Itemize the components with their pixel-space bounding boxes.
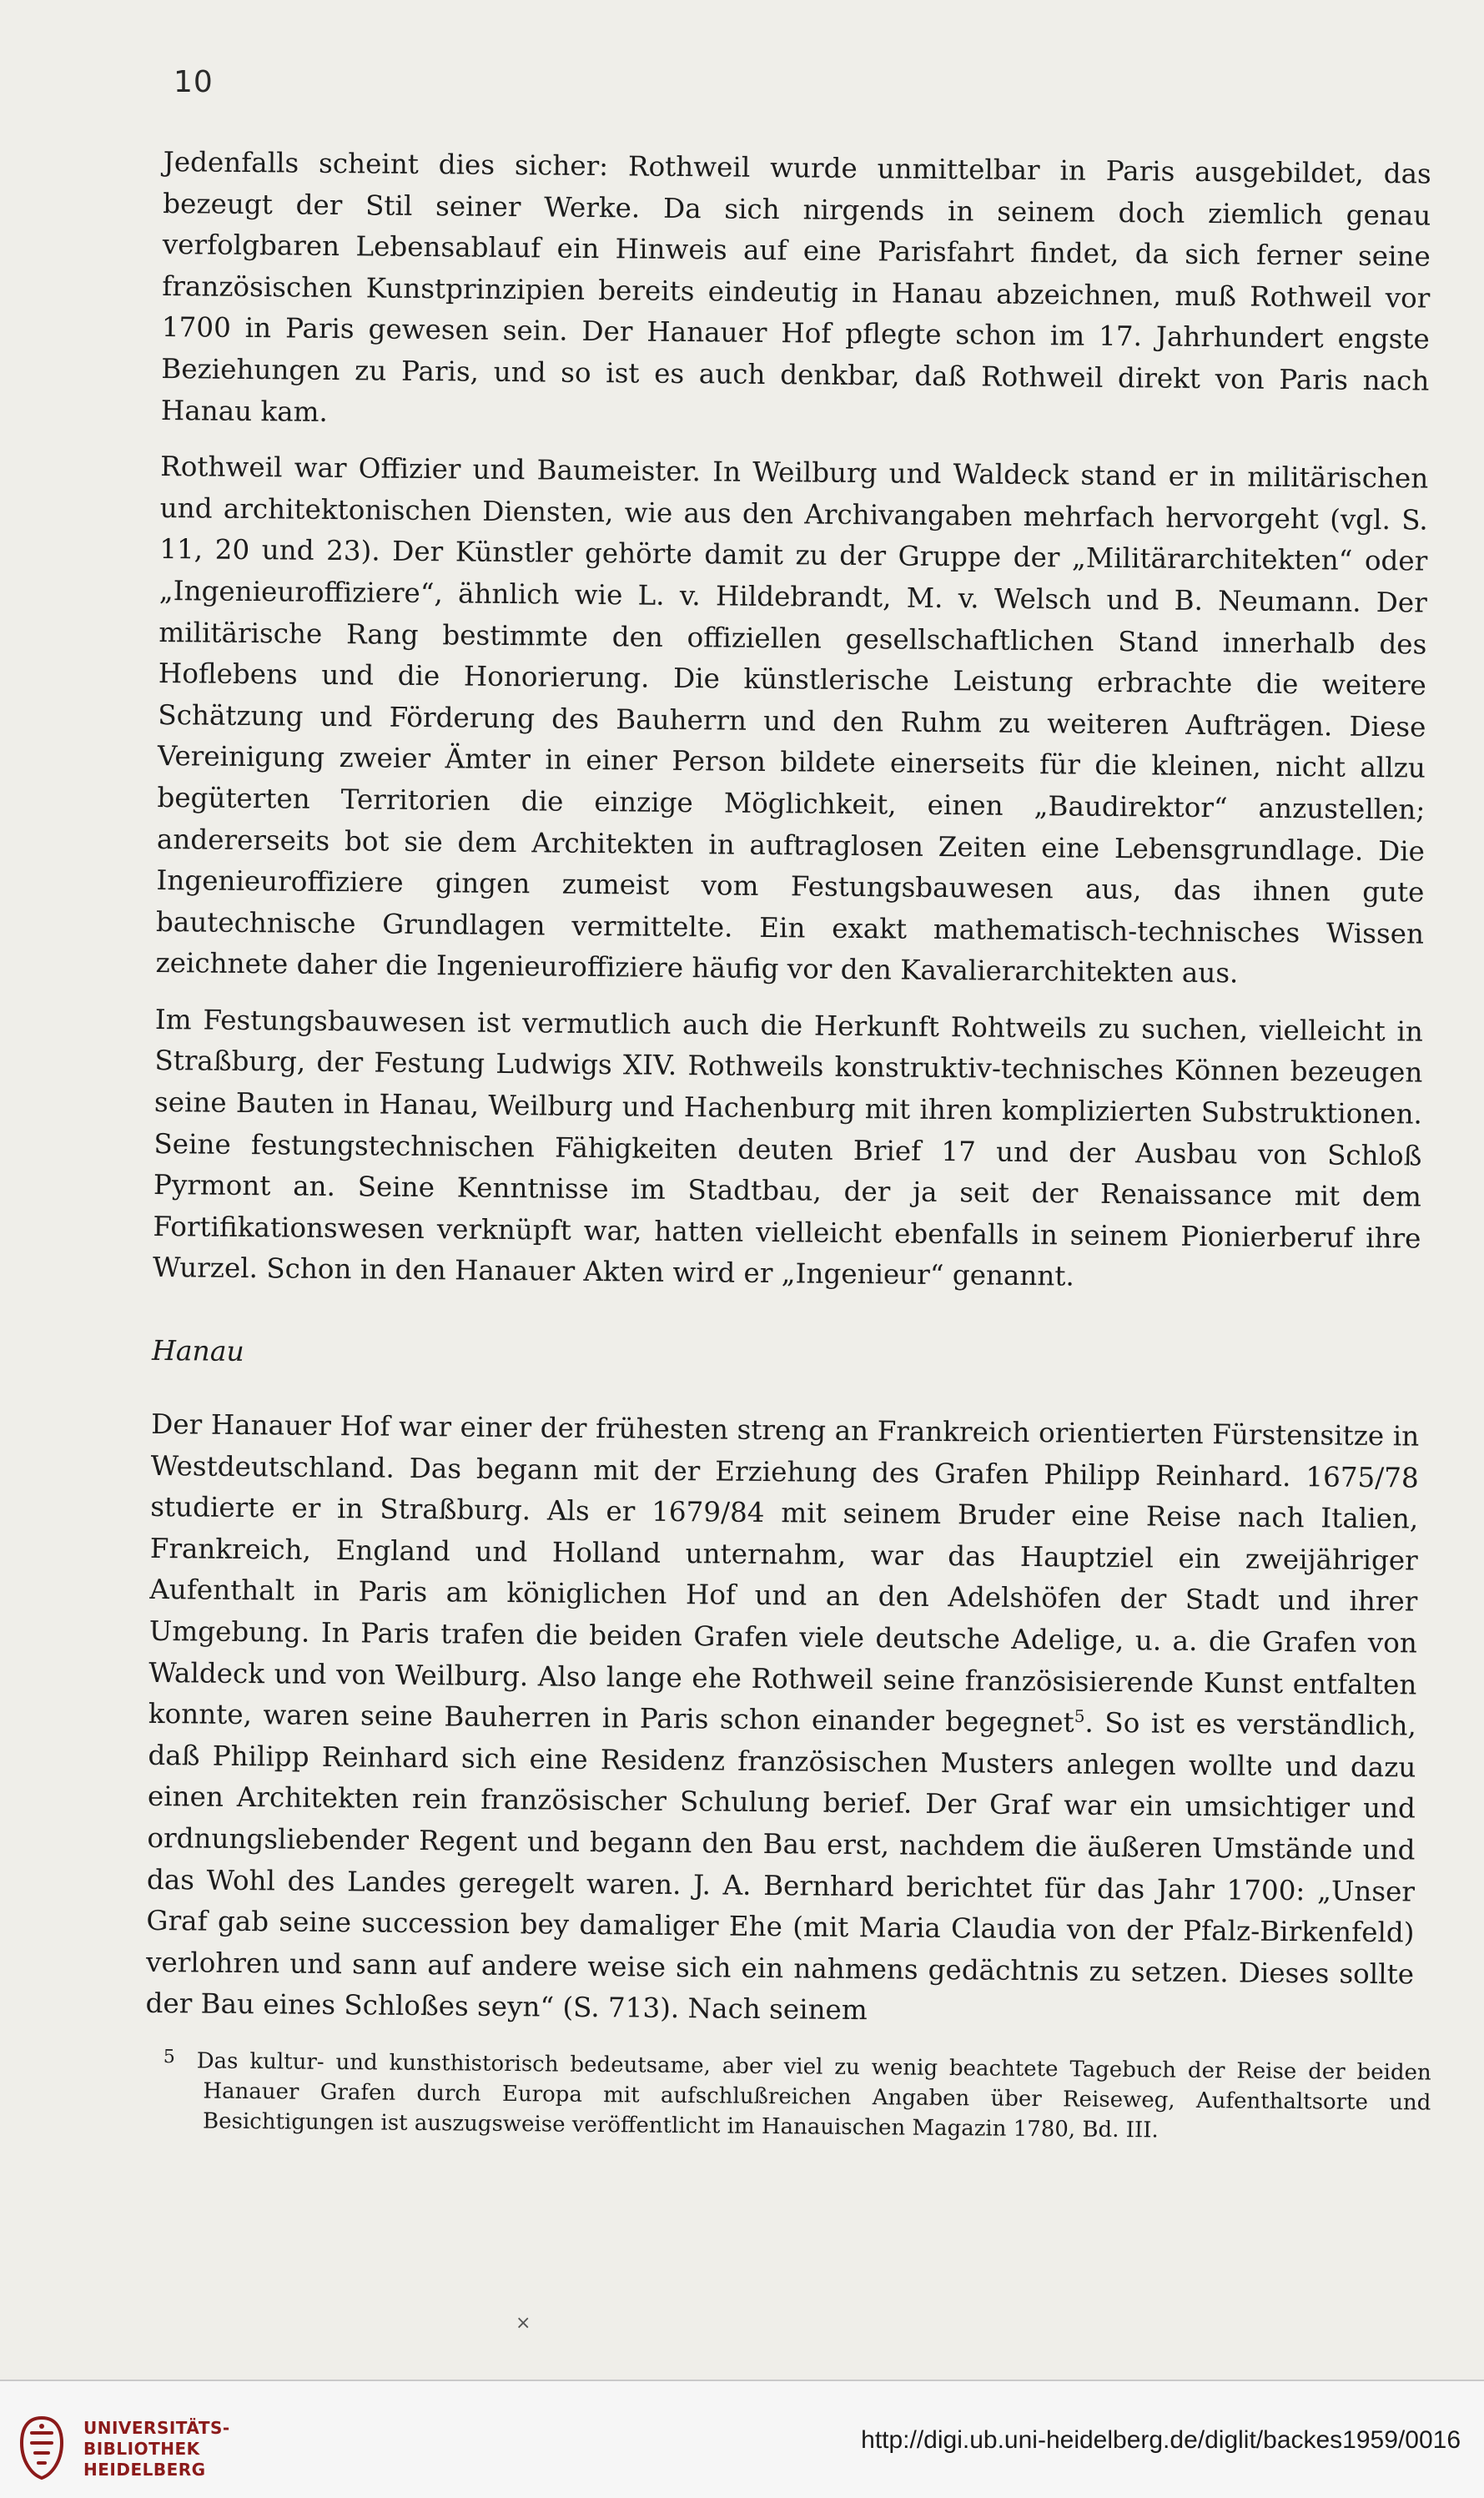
library-seal-icon — [15, 2415, 68, 2481]
footnote-text: Das kultur- und kunsthistorisch bedeutsame, aber viel zu wenig beachtete Tagebuch der Reise der beiden Hanauer Grafen durch Europa mit aufschlußreichen Angaben über Reiseweg, Aufenthaltsorte und Besichtigungen ist auszugsweise veröffentlicht im Hanauischen Magazin 1780, Bd. III. — [196, 2048, 1431, 2143]
logo-line: BIBLIOTHEK — [83, 2439, 200, 2459]
library-footer — [0, 2380, 1484, 2498]
section-heading: Hanau — [151, 1333, 244, 1368]
body-text — [145, 142, 1431, 2052]
page-number: 10 — [174, 65, 214, 99]
footnote-number: 5 — [163, 2046, 175, 2068]
logo-line: UNIVERSITÄTS- — [83, 2418, 230, 2438]
paragraph-3: Im Festungsbauwesen ist vermutlich auch die Herkunft Rohtweils zu suchen, vielleicht in Straßburg, der Festung Ludwigs XIV. Rothweils konstruktiv-technisches Können bezeugen seine Bauten in Hanau, Weilburg und Hachenburg mit ihren komplizierten Substruktionen. Seine festungstechnischen Fähigkeiten deuten Brief 17 und der Ausbau von Schloß Pyrmont an. Seine Kenntnisse im Stadtbau, der ja seit der Renaissance mit dem Fortifikationswesen verknüpft war, hatten vielleicht ebenfalls in seinem Pionierberuf ihre Wurzel. Schon in den Hanauer Akten wird er „Ingenieur“ genannt. — [152, 1003, 1424, 1292]
paragraph-hanau — [145, 1404, 1419, 2037]
library-logo-text — [83, 2418, 230, 2480]
paragraph-2: Rothweil war Offizier und Baumeister. In Weilburg und Waldeck stand er in militärischen und architektonischen Diensten, wie aus den Archivangaben mehrfach hervorgeht (vgl. S. 11, 20 und 23). Der Künstler gehörte damit zu der Gruppe der „Militärarchitekten“ oder „Ingenieuroffiziere“, ähnlich wie L. v. Hildebrandt, M. v. Welsch und B. Neumann. Der militärische Rang bestimmte den offiziellen gesellschaftlichen Stand innerhalb des Hoflebens und die Honorierung. Die künstlerische Leistung erbrachte die weitere Schätzung und Förderung des Bauherrn und den Ruhm zu weiteren Aufträgen. Diese Vereinigung zweier Ämter in einer Person bildete einerseits für die kleinen, nicht allzu begüterten Territorien die einzige Möglichkeit, einen „Baudirektor“ anzustellen; andererseits bot sie dem Architekten in auftraglosen Zeiten eine Lebensgrundlage. Die Ingenieuroffiziere gingen zumeist vom Festungsbauwesen aus, das ihnen gute bautechnische Grundlagen vermittelte. Ein exakt mathematisch-technisches Wissen zeichnete daher die Ingenieuroffiziere häufig vor den Kavalierarchitekten aus. — [155, 451, 1429, 990]
stray-mark: × — [516, 2313, 531, 2334]
paragraph-hanau-text: Der Hanauer Hof war einer der frühesten streng an Frankreich orientierten Fürstensitze in Westdeutschland. Das begann mit der Erziehung des Grafen Philipp Reinhard. 1675/78 studierte er in Straßburg. Als er 1679/84 mit seinem Bruder eine Reise nach Italien, Frankreich, England und Holland unternahm, war das Hauptziel ein zweijähriger Aufenthalt in Paris am königlichen Hof und an den Adelshöfen der Stadt und ihrer Umgebung. In Paris trafen die beiden Grafen viele deutsche Adelige, u. a. die Grafen von Waldeck und von Weilburg. Also lange ehe Rothweil seine französisierende Kunst entfalten konnte, waren seine Bauherren in Paris schon einander begegnet — [148, 1408, 1420, 1739]
logo-line: HEIDELBERG — [83, 2460, 206, 2480]
paragraph-hanau-continued: . So ist es verständlich, daß Philipp Reinhard sich eine Residenz französischen Musters anlegen wollte und dazu einen Architekten rein französischer Schulung berief. Der Graf war ein umsichtiger und ordnungsliebender Regent und begann den Bau erst, nachdem die äußeren Umstände und das Wohl des Landes geregelt waren. J. A. Bernhard berichtet für das Jahr 1700: „Unser Graf gab seine succession bey damaliger Ehe (mit Maria Claudia von der Pfalz-Birkenfeld) verlohren und sann auf andere weise sich ein nahmens gedächtnis zu setzen. Dieses sollte der Bau eines Schloßes seyn“ (S. 713). Nach seinem — [145, 1706, 1417, 2027]
footnotes — [163, 2042, 1431, 2148]
source-url-link[interactable]: http://digi.ub.uni-heidelberg.de/diglit/backes1959/0016 — [861, 2426, 1461, 2454]
footnote-reference[interactable]: 5 — [1074, 1705, 1085, 1727]
paragraph-1: Jedenfalls scheint dies sicher: Rothweil wurde unmittelbar in Paris ausgebildet, das bezeugt der Stil seiner Werke. Da sich nirgends in seinem doch ziemlich genau verfolgbaren Lebensablauf ein Hinweis auf eine Parisfahrt findet, da sich ferner seine französischen Kunstprinzipien bereits eindeutig in Hanau abzeichnen, muß Rothweil vor 1700 in Paris gewesen sein. Der Hanauer Hof pflegte schon im 17. Jahrhundert engste Beziehungen zu Paris, und so ist es auch denkbar, daß Rothweil direkt von Paris nach Hanau kam. — [160, 145, 1431, 428]
footnote-5 — [163, 2042, 1431, 2148]
